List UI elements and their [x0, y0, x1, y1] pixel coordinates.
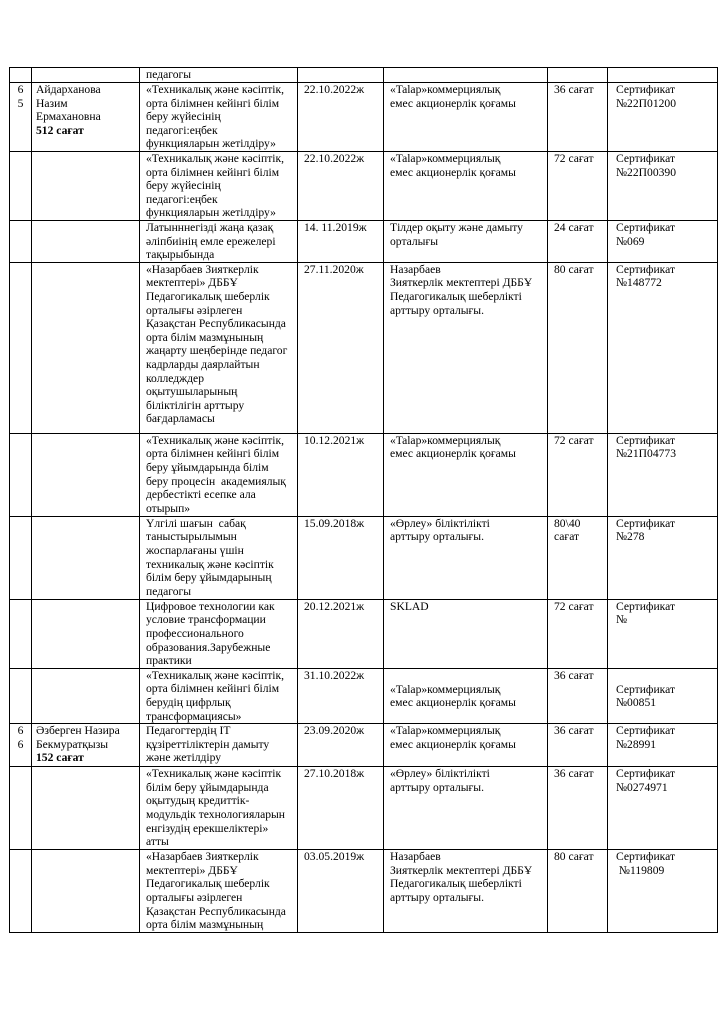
hours-line: 72 сағат — [554, 599, 594, 613]
certificate-line: №278 — [616, 530, 645, 544]
hours-cell — [548, 433, 608, 516]
row-number-cell — [10, 433, 32, 516]
course-title-line: атты — [146, 835, 169, 849]
course-title-line: Үлгілі шағын сабақ — [146, 516, 246, 530]
course-title-line: «Назарбаев Зияткерлік — [146, 850, 259, 864]
course-title-line: енгізудің ерекшеліктері» — [146, 821, 269, 835]
hours-cell — [548, 262, 608, 433]
table-row — [10, 221, 718, 263]
certificate-cell — [608, 724, 718, 767]
certificate-line: №0274971 — [616, 780, 668, 794]
row-number-digit: 6 — [17, 724, 24, 738]
organizer-line: SKLAD — [390, 599, 429, 613]
organizer-line: орталығы — [390, 234, 439, 248]
hours-cell — [548, 221, 608, 263]
certificate-line: №069 — [616, 234, 645, 248]
certificate-line: №28991 — [616, 737, 657, 751]
course-title-line: модульдік технологияларын — [146, 807, 286, 821]
certificate-cell — [608, 221, 718, 263]
teacher-name-line: Ермахановна — [36, 110, 101, 124]
teacher-name-line: Бекмуратқызы — [36, 737, 109, 751]
course-title-line: «Техникалық және кәсіптік, — [146, 152, 285, 165]
certificate-text — [616, 263, 714, 290]
row-number-digit: 6 — [17, 83, 24, 96]
hours-line: 80\40 — [554, 516, 581, 530]
total-hours: 152 сағат — [36, 751, 84, 765]
course-title-line: беру жүйесінің — [146, 110, 221, 124]
row-number-cell — [10, 767, 32, 850]
organizer-cell — [384, 221, 548, 263]
organizer-text — [390, 83, 544, 110]
row-number-cell — [10, 599, 32, 668]
table-row — [10, 152, 718, 221]
course-title-cell — [140, 152, 298, 221]
course-date: 10.12.2021ж — [304, 433, 365, 447]
course-title-line: жоспарлағаны үшін — [146, 543, 244, 557]
organizer-line: арттыру орталығы. — [390, 890, 484, 904]
course-date: 23.09.2020ж — [304, 724, 365, 738]
certificate-text — [616, 600, 714, 627]
certificate-cell — [608, 850, 718, 933]
course-title-line: «Техникалық және кәсіптік, — [146, 83, 285, 96]
organizer-line: Педагогикалық шеберлікті — [390, 289, 522, 303]
course-title-line: орта білім мазмұнының — [146, 330, 264, 344]
certificate-line: №119809 — [616, 863, 665, 877]
course-title-line: техникалық және кәсіптік — [146, 557, 274, 571]
course-title-line: дербестікті есепке ала — [146, 488, 256, 502]
hours-line: 80 сағат — [554, 262, 594, 276]
organizer-cell — [384, 767, 548, 850]
row-number-cell — [10, 516, 32, 599]
organizer-cell — [384, 262, 548, 433]
certificate-line: №22П01200 — [616, 96, 677, 110]
certificate-line: Сертификат — [616, 767, 676, 781]
hours-cell — [548, 767, 608, 850]
course-title-line: педагогі:еңбек — [146, 192, 218, 206]
certificate-line: №21П04773 — [616, 447, 677, 461]
organizer-line: емес акционерлік қоғамы — [390, 96, 516, 110]
course-title-line: колледждер — [146, 371, 205, 385]
course-title-line: беру ұйымдарында білім — [146, 460, 269, 474]
organizer-line: «Talap»коммерциялық — [390, 682, 501, 696]
course-title-line: орта білімнен кейінгі білім — [146, 682, 280, 696]
organizer-line: Назарбаев — [390, 262, 441, 276]
certificate-cell — [608, 152, 718, 221]
organizer-line: Педагогикалық шеберлікті — [390, 877, 522, 891]
course-date-cell — [298, 850, 384, 933]
organizer-cell — [384, 668, 548, 723]
course-title-line: жаңарту шеңберінде педагог — [146, 344, 288, 358]
certificate-line: № — [616, 613, 628, 627]
course-title-cell — [140, 850, 298, 933]
course-title-cell — [140, 724, 298, 767]
certificate-line: Сертификат — [616, 516, 676, 530]
course-title-cell — [140, 221, 298, 263]
course-title-cell — [140, 516, 298, 599]
course-title-line: Цифровое технологии как — [146, 599, 275, 613]
organizer-text — [390, 434, 544, 461]
certificate-text — [616, 517, 714, 544]
organizer-text — [390, 724, 544, 751]
certificate-cell — [608, 68, 718, 83]
course-title-line: педагогы — [146, 584, 192, 598]
table-row — [10, 516, 718, 599]
certificate-line: Сертификат — [616, 599, 676, 613]
course-title-line: условие трансформации — [146, 613, 266, 627]
teacher-name-cell — [32, 68, 140, 83]
row-number-cell — [10, 668, 32, 723]
course-date-cell — [298, 262, 384, 433]
course-date: 27.10.2018ж — [304, 767, 365, 781]
hours-line: 24 сағат — [554, 221, 594, 234]
course-title-line: мектептері» ДББҰ — [146, 276, 238, 290]
certificate-line: Сертификат — [616, 724, 676, 738]
course-title-line: білім беру ұйымдарының — [146, 571, 272, 585]
hours-line: 72 сағат — [554, 152, 594, 165]
hours-line: 36 сағат — [554, 767, 594, 781]
certificate-line: Сертификат — [616, 850, 676, 864]
table-row — [10, 668, 718, 723]
certificate-line: Сертификат — [616, 262, 676, 276]
teacher-name-cell — [32, 152, 140, 221]
organizer-line: «Talap»коммерциялық — [390, 152, 501, 165]
organizer-line: «Өрлеу» біліктілікті — [390, 767, 490, 781]
certificate-line: №22П00390 — [616, 165, 677, 179]
organizer-text — [390, 221, 544, 248]
certificate-text — [616, 434, 714, 461]
course-title-line: білім беру ұйымдарында — [146, 780, 269, 794]
teacher-name-cell — [32, 433, 140, 516]
course-title-line: кадрларды даярлайтын — [146, 357, 260, 371]
row-number-digit: 6 — [17, 737, 24, 751]
certificate-cell — [608, 599, 718, 668]
hours-cell — [548, 152, 608, 221]
organizer-line: арттыру орталығы. — [390, 530, 484, 544]
hours-line: 72 сағат — [554, 433, 594, 447]
teacher-name-cell — [32, 767, 140, 850]
certificate-cell — [608, 83, 718, 152]
organizer-cell — [384, 152, 548, 221]
course-title-line: оқытудың кредиттік- — [146, 794, 250, 808]
hours-line: 36 сағат — [554, 83, 594, 96]
certificate-cell — [608, 767, 718, 850]
training-records-table — [9, 67, 718, 933]
course-title-line: Қазақстан Республикасында — [146, 904, 286, 918]
row-number-cell — [10, 152, 32, 221]
course-title-line: орта білім мазмұнының — [146, 918, 264, 932]
certificate-cell — [608, 433, 718, 516]
total-hours: 512 сағат — [36, 123, 84, 137]
organizer-cell — [384, 850, 548, 933]
teacher-name-cell — [32, 83, 140, 152]
organizer-text — [390, 767, 544, 794]
organizer-line: арттыру орталығы. — [390, 780, 484, 794]
course-title-line: әліпбиінің емле ережелері — [146, 234, 276, 248]
hours-cell — [548, 68, 608, 83]
organizer-cell — [384, 516, 548, 599]
course-date: 20.12.2021ж — [304, 599, 365, 613]
course-title-line: Педагогикалық шеберлік — [146, 289, 270, 303]
table-row — [10, 724, 718, 767]
course-title-line: практики — [146, 654, 192, 668]
course-title-line: педагогі:еңбек — [146, 123, 218, 137]
table-row — [10, 262, 718, 433]
organizer-line: Назарбаев — [390, 850, 441, 864]
organizer-cell — [384, 68, 548, 83]
organizer-line: емес акционерлік қоғамы — [390, 737, 516, 751]
course-date-cell — [298, 724, 384, 767]
row-number-cell — [10, 68, 32, 83]
teacher-name-cell — [32, 221, 140, 263]
course-title-line: отырып» — [146, 501, 191, 515]
course-title-cell — [140, 668, 298, 723]
course-title-line: функцияларын жетілдіру» — [146, 206, 276, 220]
course-title-line: мектептері» ДББҰ — [146, 863, 238, 877]
course-title-line: образования.Зарубежные — [146, 640, 271, 654]
hours-cell — [548, 516, 608, 599]
course-title-line: таныстырылымын — [146, 530, 237, 544]
course-title-line: және жетілдіру — [146, 751, 222, 765]
organizer-text — [390, 683, 544, 710]
certificate-text — [616, 850, 714, 877]
organizer-line: емес акционерлік қоғамы — [390, 696, 516, 710]
course-date-cell — [298, 221, 384, 263]
certificate-cell — [608, 516, 718, 599]
hours-line: 36 сағат — [554, 668, 594, 682]
organizer-cell — [384, 433, 548, 516]
course-title-line: беру процесін академиялық — [146, 474, 286, 488]
row-number-cell — [10, 221, 32, 263]
course-title-cell — [140, 433, 298, 516]
course-title-line: трансформациясы» — [146, 709, 242, 723]
course-date-cell — [298, 599, 384, 668]
organizer-text — [390, 517, 544, 544]
course-date-cell — [298, 433, 384, 516]
certificate-text — [616, 724, 714, 751]
table-row — [10, 850, 718, 933]
course-title-line: бағдарламасы — [146, 412, 215, 426]
teacher-name-cell — [32, 516, 140, 599]
organizer-line: Зияткерлік мектептері ДББҰ — [390, 276, 533, 290]
organizer-cell — [384, 83, 548, 152]
course-title-line: педагогы — [146, 68, 192, 81]
organizer-cell — [384, 599, 548, 668]
certificate-line: Сертификат — [616, 682, 676, 696]
teacher-name-cell — [32, 724, 140, 767]
hours-cell — [548, 850, 608, 933]
course-date-cell — [298, 516, 384, 599]
course-title-line: «Техникалық және кәсіптік, — [146, 668, 285, 682]
organizer-line: «Talap»коммерциялық — [390, 83, 501, 96]
course-title-line: Педагогикалық шеберлік — [146, 877, 270, 891]
course-title-line: орта білімнен кейінгі білім — [146, 447, 280, 461]
organizer-line: «Өрлеу» біліктілікті — [390, 516, 490, 530]
hours-line: 80 сағат — [554, 850, 594, 864]
course-title-line: орталығы әзірлеген — [146, 890, 243, 904]
organizer-line: Зияткерлік мектептері ДББҰ — [390, 863, 533, 877]
organizer-line: Тілдер оқыту және дамыту — [390, 221, 523, 234]
row-number-cell — [10, 850, 32, 933]
course-title-line: құзіреттіліктерін дамыту — [146, 737, 270, 751]
organizer-cell — [384, 724, 548, 767]
hours-cell — [548, 83, 608, 152]
hours-cell — [548, 668, 608, 723]
course-title-line: орта білімнен кейінгі білім — [146, 96, 280, 110]
certificate-line: Сертификат — [616, 152, 676, 165]
course-title-line: беру жүйесінің — [146, 179, 221, 193]
organizer-text — [390, 263, 544, 317]
organizer-text — [390, 600, 544, 614]
certificate-text — [616, 221, 714, 248]
table-row — [10, 83, 718, 152]
course-date: 22.10.2022ж — [304, 83, 365, 96]
hours-cell — [548, 724, 608, 767]
teacher-name-cell — [32, 850, 140, 933]
certificate-line: Сертификат — [616, 433, 676, 447]
teacher-name-cell — [32, 262, 140, 433]
course-title-line: функцияларын жетілдіру» — [146, 137, 276, 151]
row-number-cell — [10, 262, 32, 433]
certificate-text — [616, 83, 714, 110]
course-date: 22.10.2022ж — [304, 152, 365, 165]
organizer-text — [390, 850, 544, 904]
table-row — [10, 599, 718, 668]
row-number-digit: 5 — [17, 96, 24, 110]
course-title-line: орталығы әзірлеген — [146, 303, 243, 317]
organizer-line: емес акционерлік қоғамы — [390, 165, 516, 179]
course-date: 14. 11.2019ж — [304, 221, 367, 234]
course-date-cell — [298, 83, 384, 152]
course-title-cell — [140, 767, 298, 850]
course-title-cell — [140, 68, 298, 83]
teacher-name-line: Назим — [36, 96, 68, 110]
course-title-line: Қазақстан Республикасында — [146, 317, 286, 331]
course-title-line: Педагогтердің IT — [146, 724, 231, 738]
certificate-line: Сертификат — [616, 221, 676, 234]
table-row — [10, 68, 718, 83]
teacher-name-cell — [32, 599, 140, 668]
course-title-line: оқытушыларының — [146, 385, 238, 399]
hours-cell — [548, 599, 608, 668]
certificate-cell — [608, 262, 718, 433]
hours-line: сағат — [554, 530, 580, 544]
hours-line: 36 сағат — [554, 724, 594, 738]
certificate-text — [616, 152, 714, 179]
course-title-line: Латынннегізді жаңа қазақ — [146, 221, 274, 234]
course-title-line: орта білімнен кейінгі білім — [146, 165, 280, 179]
organizer-line: «Talap»коммерциялық — [390, 433, 501, 447]
certificate-line: №148772 — [616, 276, 662, 290]
organizer-line: емес акционерлік қоғамы — [390, 447, 516, 461]
course-date-cell — [298, 68, 384, 83]
table-body — [10, 68, 718, 933]
row-number-cell — [10, 83, 32, 152]
course-title-line: берудің цифрлық — [146, 695, 231, 709]
organizer-line: арттыру орталығы. — [390, 303, 484, 317]
certificate-line: №00851 — [616, 696, 657, 710]
course-date: 27.11.2020ж — [304, 262, 364, 276]
organizer-line: «Talap»коммерциялық — [390, 724, 501, 738]
course-title-line: біліктілігін арттыру — [146, 398, 245, 412]
certificate-text — [616, 767, 714, 794]
course-title-cell — [140, 599, 298, 668]
course-title-line: «Техникалық және кәсіптік — [146, 767, 282, 781]
teacher-name-cell — [32, 668, 140, 723]
course-date: 03.05.2019ж — [304, 850, 365, 864]
course-title-cell — [140, 83, 298, 152]
course-title-line: тақырыбында — [146, 248, 215, 262]
course-title-cell — [140, 262, 298, 433]
table-row — [10, 433, 718, 516]
certificate-cell — [608, 668, 718, 723]
course-date: 31.10.2022ж — [304, 668, 365, 682]
teacher-name-line: Айдарханова — [36, 83, 101, 96]
row-number-cell — [10, 724, 32, 767]
teacher-name-line: Әзберген Назира — [36, 724, 120, 738]
certificate-line: Сертификат — [616, 83, 676, 96]
course-date-cell — [298, 668, 384, 723]
course-date-cell — [298, 767, 384, 850]
course-date-cell — [298, 152, 384, 221]
table-row — [10, 767, 718, 850]
course-date: 15.09.2018ж — [304, 516, 365, 530]
course-title-line: «Назарбаев Зияткерлік — [146, 262, 259, 276]
certificate-text — [616, 683, 714, 710]
organizer-text — [390, 152, 544, 179]
course-title-line: профессионального — [146, 626, 244, 640]
course-title-line: «Техникалық және кәсіптік, — [146, 433, 285, 447]
